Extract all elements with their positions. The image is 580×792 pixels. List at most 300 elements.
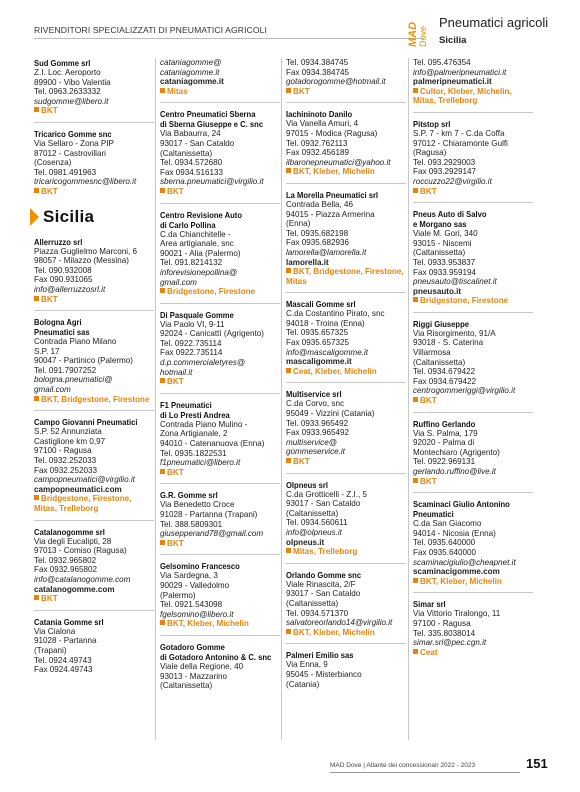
dealer-entry	[34, 520, 154, 604]
dealer-detail: Via S. Palma, 179	[413, 428, 478, 438]
dealer-detail: Via Enna, 9	[286, 660, 328, 670]
dealer-name: Palmeri Emilio sas	[286, 650, 354, 661]
dealer-entry	[34, 237, 154, 305]
dealer-detail: 93015 - Niscemi	[413, 238, 472, 248]
dealer-detail: 94010 - Catenanuova (Enna)	[160, 439, 265, 449]
dealer-detail: 93017 - San Cataldo	[286, 499, 361, 509]
bullet-square-icon	[160, 378, 165, 383]
dealer-name: Bologna Agri	[34, 317, 82, 328]
bullet-square-icon	[286, 629, 291, 634]
dealer-email: salvatoreorlando14@virgilio.it	[286, 618, 393, 628]
dealer-detail: 93018 - S. Caterina	[413, 338, 484, 348]
dealer-email: scaminacigiulio@cheapnet.it	[413, 557, 516, 567]
dealer-detail: 94014 - Nicosia (Enna)	[413, 528, 496, 538]
dealer-name: G.R. Gomme srl	[160, 490, 218, 501]
dealer-detail: Tel. 0921.543098	[160, 600, 223, 610]
dealer-detail: (Palermo)	[160, 590, 196, 600]
dealer-website: mascaligomme.it	[286, 357, 352, 367]
dealer-entry	[413, 202, 533, 306]
dealer-detail: Fax 0933.965492	[286, 428, 350, 438]
brand-names: BKT, Kleber, Michelin	[293, 167, 375, 177]
column-1	[34, 58, 154, 681]
dealer-entry	[413, 112, 533, 196]
dealer-name: Centro Pneumatici Sberna	[160, 109, 256, 120]
dealer-email: cataniagomme.it	[160, 67, 220, 77]
dealer-detail: Tel. 0932.965802	[34, 555, 97, 565]
bullet-square-icon	[160, 288, 165, 293]
logo-dove: Dove	[418, 25, 428, 47]
running-header: RIVENDITORI SPECIALIZZATI DI PNEUMATICI AGRICOLI	[34, 25, 268, 35]
dealer-detail: Fax 0932.252033	[34, 465, 98, 475]
dealer-detail: C.da Corvo, snc	[286, 399, 345, 409]
dealer-entry	[413, 412, 533, 487]
dealer-entry	[286, 473, 406, 557]
bullet-square-icon	[160, 88, 165, 93]
logo-mad: MAD	[407, 21, 419, 47]
brand-list	[286, 457, 406, 467]
dealer-detail: Fax 0932.456189	[286, 148, 350, 158]
dealer-detail: Zona Artigianale, 2	[160, 429, 228, 439]
dealer-name: Orlando Gomme snc	[286, 569, 362, 580]
brand-list	[160, 87, 280, 97]
brand-list	[160, 619, 280, 629]
dealer-detail: Contrada Piano Mulino -	[160, 419, 248, 429]
brand-list	[413, 577, 533, 587]
dealer-detail: 89900 - Vibo Valentia	[34, 77, 111, 87]
dealer-entry	[286, 382, 406, 466]
dealer-detail: Castiglione km 0,97	[34, 436, 106, 446]
dealer-detail: Tel. 388.5809301	[160, 519, 223, 529]
dealer-name: e Morgano sas	[413, 219, 467, 230]
brand-names: BKT, Bridgestone, Firestone, Mitas	[286, 267, 404, 286]
section-subtitle: Sicilia	[439, 35, 467, 46]
mad-dove-logo	[407, 13, 427, 47]
dealer-entry	[160, 554, 280, 629]
dealer-detail: 95049 - Vizzini (Catania)	[286, 409, 375, 419]
footer-rule	[330, 772, 520, 773]
bullet-square-icon	[160, 469, 165, 474]
dealer-name: Olpneus srl	[286, 479, 329, 490]
dealer-detail: Tel. 335.8038014	[413, 628, 476, 638]
dealer-email: info@palmeripneumatici.it	[413, 67, 507, 77]
bullet-square-icon	[413, 578, 418, 583]
brand-list	[286, 87, 406, 97]
dealer-name: Allerruzzo srl	[34, 236, 83, 247]
dealer-detail: 94015 - Piazza Armerina	[286, 209, 375, 219]
brand-list	[413, 87, 533, 106]
brand-list	[413, 296, 533, 306]
dealer-detail: Fax 093.2929147	[413, 167, 477, 177]
bullet-square-icon	[413, 188, 418, 193]
dealer-name: Pneumatici	[413, 509, 454, 520]
dealer-detail: Tel. 095.476354	[413, 58, 471, 67]
dealer-detail: Fax 0935.657325	[286, 338, 350, 348]
brand-list	[34, 494, 154, 513]
dealer-email: gmail.com	[160, 277, 197, 287]
dealer-email: gommeservice.it	[286, 447, 345, 457]
dealer-email: gotadorogomme@hotmail.it	[286, 77, 386, 87]
dealer-entry	[286, 102, 406, 177]
brand-list	[160, 287, 280, 297]
bullet-square-icon	[34, 188, 39, 193]
bullet-square-icon	[286, 168, 291, 173]
brand-names: BKT	[41, 186, 58, 196]
brand-list	[34, 187, 154, 197]
column-divider	[155, 58, 156, 740]
brand-names: BKT, Kleber, Michelin	[293, 627, 375, 637]
dealer-detail: Tel. 0922.969131	[413, 457, 476, 467]
brand-names: Ceat, Kleber, Michelin	[293, 366, 377, 376]
dealer-name: Iachininoto Danilo	[286, 109, 353, 120]
dealer-name: Sud Gomme srl	[34, 58, 91, 68]
dealer-detail: Fax 0934.516133	[160, 167, 224, 177]
dealer-email: sudgomme@libero.it	[34, 96, 109, 106]
dealer-detail: Tel. 0935.640000	[413, 538, 476, 548]
dealer-detail: 97015 - Modica (Ragusa)	[286, 128, 378, 138]
dealer-detail: 90029 - Valledolmo	[160, 580, 230, 590]
brand-list	[286, 367, 406, 377]
dealer-entry	[34, 122, 154, 197]
bullet-square-icon	[160, 188, 165, 193]
dealer-detail: C.da Costantino Pirato, snc	[286, 309, 385, 319]
dealer-website: palmeripneumatici.it	[413, 77, 492, 87]
dealer-name: Pitstop srl	[413, 118, 451, 129]
dealer-email: inforevisionepollina@	[160, 267, 238, 277]
brand-list	[160, 468, 280, 478]
dealer-entry	[413, 58, 533, 106]
dealer-detail: (Enna)	[286, 219, 311, 229]
dealer-email: d.p.commercialetyres@	[160, 358, 246, 368]
dealer-detail: Contrada Piano Milano	[34, 337, 117, 347]
dealer-detail: Tel. 0934.384745	[286, 58, 349, 67]
dealer-detail: C.da San Giacomo	[413, 519, 482, 529]
dealer-detail: Tel. 091.8214132	[160, 258, 223, 268]
dealer-detail: S.P. 17	[34, 346, 60, 356]
region-name: Sicilia	[43, 206, 95, 226]
page-number: 151	[526, 756, 548, 771]
column-divider	[281, 58, 282, 740]
bullet-square-icon	[413, 649, 418, 654]
dealer-entry	[286, 292, 406, 376]
bullet-square-icon	[34, 495, 39, 500]
brand-names: BKT	[420, 476, 437, 486]
brand-list	[34, 395, 154, 405]
dealer-entry	[286, 563, 406, 638]
brand-names: Ceat	[420, 647, 438, 657]
brand-list	[34, 106, 154, 116]
dealer-name: Catalanogomme srl	[34, 526, 105, 537]
dealer-name: Scaminaci Giulio Antonino	[413, 499, 510, 510]
dealer-detail: Via Paolo VI, 9-11	[160, 319, 225, 329]
dealer-email: ilbaronepneumatici@yahoo.it	[286, 157, 391, 167]
brand-names: BKT	[293, 86, 310, 96]
dealer-detail: Fax 0932.965802	[34, 565, 98, 575]
brand-list	[160, 377, 280, 387]
dealer-detail: Via Sardegna, 3	[160, 571, 218, 581]
dealer-detail: 95045 - Misterbianco	[286, 669, 362, 679]
dealer-detail: Viale della Regione, 40	[160, 661, 244, 671]
column-2	[160, 58, 280, 697]
dealer-detail: 97100 - Ragusa	[413, 618, 471, 628]
dealer-detail: 98057 - Milazzo (Messina)	[34, 256, 129, 266]
dealer-website: campopneumatici.com	[34, 484, 122, 494]
dealer-detail: 91028 - Partanna	[34, 636, 97, 646]
bullet-square-icon	[286, 268, 291, 273]
brand-names: BKT	[41, 294, 58, 304]
dealer-name: F1 Pneumatici	[160, 399, 212, 410]
dealer-detail: Tel. 0922.735114	[160, 338, 222, 348]
dealer-detail: Villarmosa	[413, 348, 451, 358]
dealer-email: cataniagomme@	[160, 58, 222, 67]
dealer-entry	[160, 393, 280, 478]
dealer-detail: Via degli Eucalipti, 28	[34, 536, 112, 546]
dealer-detail: Fax 0934.679422	[413, 376, 477, 386]
dealer-detail: Z.I. Loc. Aeroporto	[34, 68, 101, 77]
dealer-detail: Viale M. Gori, 340	[413, 229, 478, 239]
dealer-detail: Tel. 0935.1822531	[160, 448, 227, 458]
dealer-name: Riggi Giuseppe	[413, 318, 469, 329]
brand-list	[160, 539, 280, 549]
dealer-entry	[160, 303, 280, 387]
dealer-detail: Montechiaro (Agrigento)	[413, 447, 500, 457]
dealer-detail: Tel. 0934.560611	[286, 518, 348, 528]
brand-names: BKT	[167, 467, 184, 477]
dealer-detail: (Cosenza)	[34, 158, 72, 168]
dealer-detail: (Caltanissetta)	[413, 248, 466, 258]
triangle-marker-icon	[30, 208, 39, 226]
dealer-detail: Fax 0924.49743	[34, 665, 93, 675]
dealer-detail: 94018 - Troina (Enna)	[286, 318, 365, 328]
bullet-square-icon	[160, 540, 165, 545]
dealer-detail: Tel. 0935.682198	[286, 228, 349, 238]
brand-list	[286, 628, 406, 638]
dealer-entry	[160, 58, 280, 96]
brand-names: Mitas	[167, 86, 188, 96]
dealer-name: di Carlo Pollina	[160, 219, 216, 230]
dealer-detail: Via Babaurra, 24	[160, 129, 221, 139]
dealer-detail: 87012 - Castrovillari	[34, 148, 106, 158]
dealer-email: gmail.com	[34, 385, 71, 395]
region-heading	[30, 207, 154, 227]
dealer-detail: (Catania)	[286, 679, 320, 689]
column-divider	[408, 58, 409, 740]
dealer-email: simar.srl@pec.cgn.it	[413, 638, 487, 648]
brand-list	[413, 396, 533, 406]
dealer-detail: Fax 090.931065	[34, 275, 93, 285]
dealer-website: scaminacigomme.com	[413, 567, 500, 577]
dealer-detail: Tel. 0933.953837	[413, 257, 476, 267]
dealer-email: sberna.pneumatici@virgilio.it	[160, 177, 264, 187]
dealer-detail: Tel. 0934.679422	[413, 367, 476, 377]
dealer-detail: Contrada Bella, 46	[286, 199, 354, 209]
dealer-detail: Tel. 093.2929003	[413, 157, 476, 167]
bullet-square-icon	[34, 296, 39, 301]
column-4	[413, 58, 533, 663]
dealer-detail: Via Risorgimento, 91/A	[413, 328, 496, 338]
dealer-entry	[413, 312, 533, 406]
dealer-name: Pneumatici sas	[34, 327, 90, 338]
dealer-detail: 93017 - San Cataldo	[286, 589, 361, 599]
dealer-detail: Tel. 0981.491963	[34, 167, 97, 177]
dealer-detail: Via Benedetto Croce	[160, 500, 235, 510]
dealer-email: info@allerruzzosrl.it	[34, 284, 106, 294]
dealer-email: pneusauto@tiscalinet.it	[413, 277, 497, 287]
dealer-detail: (Ragusa)	[413, 148, 447, 158]
dealer-name: di Sberna Giuseppe e C. snc	[160, 119, 264, 130]
dealer-entry	[413, 592, 533, 657]
brand-names: BKT	[293, 457, 310, 466]
dealer-detail: Via Vittorio Tiralongo, 11	[413, 609, 501, 619]
dealer-detail: Tel. 0963.2633332	[34, 87, 101, 97]
dealer-email: multiservice@	[286, 437, 337, 447]
dealer-email: gerlando.ruffino@live.it	[413, 467, 496, 476]
dealer-detail: 90047 - Partinico (Palermo)	[34, 356, 133, 366]
dealer-email: giusepperand78@gmail.com	[160, 529, 264, 539]
dealer-detail: Fax 0935.682936	[286, 238, 350, 248]
dealer-detail: 93017 - San Cataldo	[160, 138, 235, 148]
dealer-email: tricaricogommesnc@libero.it	[34, 177, 137, 187]
dealer-detail: Tel. 091.7907252	[34, 365, 97, 375]
header-rule	[34, 38, 424, 39]
dealer-detail: (Caltanissetta)	[413, 357, 466, 367]
brand-names: Cultor, Kleber, Michelin, Mitas, Trelleborg	[413, 86, 512, 106]
dealer-detail: Tel. 0932.252033	[34, 456, 97, 466]
bullet-square-icon	[286, 458, 291, 463]
dealer-email: info@olpneus.it	[286, 527, 342, 537]
brand-names: BKT, Kleber, Michelin	[420, 576, 502, 586]
dealer-website: cataniagomme.it	[160, 77, 224, 87]
dealer-website: lamorella.it	[286, 257, 329, 267]
dealer-detail: Tel. 0932.762113	[286, 138, 348, 148]
dealer-detail: 92024 - Canicattì (Agrigento)	[160, 329, 264, 339]
dealer-detail: 97012 - Chiaramonte Gulfi	[413, 138, 508, 148]
dealer-name: di Gotadoro Antonino & C. snc	[160, 651, 272, 662]
dealer-name: Catania Gomme srl	[34, 616, 104, 627]
dealer-name: Multiservice srl	[286, 389, 342, 400]
dealer-detail: Area artigianale, snc	[160, 239, 234, 249]
dealer-website: pneusauto.it	[413, 286, 462, 296]
bullet-square-icon	[34, 396, 39, 401]
dealer-name: Pneus Auto di Salvo	[413, 209, 487, 220]
brand-list	[160, 187, 280, 197]
dealer-entry	[34, 410, 154, 513]
dealer-entry	[160, 635, 280, 691]
brand-list	[34, 295, 154, 305]
dealer-detail: C.da Grotticelli - Z.I., 5	[286, 489, 367, 499]
dealer-website: olpneus.it	[286, 537, 325, 547]
brand-names: BKT	[167, 538, 184, 548]
dealer-detail: (Caltanissetta)	[286, 508, 339, 518]
dealer-name: Tricarico Gomme snc	[34, 128, 112, 139]
dealer-name: Mascali Gomme srl	[286, 299, 356, 310]
brand-names: BKT	[167, 186, 184, 196]
brand-names: BKT	[420, 186, 437, 196]
dealer-name: La Morella Pneumatici srl	[286, 189, 379, 200]
dealer-detail: Viale Rinascita, 2/F	[286, 579, 356, 589]
dealer-name: di Lo Presti Andrea	[160, 409, 230, 420]
brand-names: Bridgestone, Firestone	[420, 296, 509, 306]
dealer-detail: Piazza Guglielmo Marconi, 6	[34, 246, 138, 256]
brand-names: BKT, Kleber, Michelin	[167, 619, 249, 629]
dealer-entry	[160, 483, 280, 548]
dealer-name: Simar srl	[413, 599, 446, 610]
bullet-square-icon	[286, 368, 291, 373]
brand-list	[413, 648, 533, 658]
dealer-detail: (Caltanissetta)	[160, 681, 213, 691]
brand-names: BKT, Bridgestone, Firestone	[41, 394, 150, 404]
bullet-square-icon	[286, 548, 291, 553]
dealer-entry	[160, 102, 280, 196]
brand-names: Mitas, Trelleborg	[293, 547, 358, 557]
dealer-entry	[34, 310, 154, 404]
dealer-name: Gelsomino Francesco	[160, 561, 240, 572]
footer-text: MAD Dove | Atlante dei concessionari 2022 - 2023	[330, 762, 476, 769]
dealer-name: Centro Revisione Auto	[160, 209, 242, 220]
dealer-email: centrogommeriggi@virgilio.it	[413, 386, 516, 396]
dealer-detail: Fax 0933.959194	[413, 267, 477, 277]
dealer-detail: 90021 - Alia (Palermo)	[160, 248, 241, 258]
brand-list	[413, 477, 533, 487]
dealer-entry	[160, 203, 280, 297]
brand-names: Bridgestone, Firestone, Mitas, Trelleborg	[34, 494, 132, 513]
dealer-detail: Tel. 0935.657325	[286, 328, 349, 338]
dealer-email: fgelsomino@libero.it	[160, 609, 234, 619]
dealer-detail: Via Sellaro - Zona PIP	[34, 138, 114, 148]
dealer-entry	[286, 643, 406, 689]
bullet-square-icon	[160, 620, 165, 625]
dealer-detail: Fax 0935.640000	[413, 547, 477, 557]
bullet-square-icon	[413, 88, 418, 93]
dealer-name: Ruffino Gerlando	[413, 418, 476, 429]
dealer-detail: 97100 - Ragusa	[34, 446, 92, 456]
dealer-detail: Tel. 0924.49743	[34, 655, 92, 665]
brand-names: BKT	[41, 594, 58, 604]
brand-names: BKT	[41, 106, 58, 116]
dealer-detail: 92020 - Palma di	[413, 438, 475, 448]
bullet-square-icon	[413, 397, 418, 402]
brand-names: Bridgestone, Firestone	[167, 287, 256, 297]
dealer-detail: (Trapani)	[34, 645, 67, 655]
brand-list	[34, 594, 154, 604]
dealer-detail: Tel. 090.932008	[34, 265, 92, 275]
dealer-email: info@catalanogomme.com	[34, 574, 131, 584]
dealer-entry	[413, 492, 533, 586]
dealer-entry	[34, 610, 154, 675]
dealer-detail: 91028 - Partanna (Trapani)	[160, 510, 258, 519]
dealer-name: Campo Giovanni Pneumatici	[34, 417, 138, 428]
brand-list	[286, 547, 406, 557]
dealer-detail: Tel. 0933.965492	[286, 418, 349, 428]
bullet-square-icon	[34, 107, 39, 112]
dealer-detail: 93013 - Mazzarino	[160, 671, 228, 681]
brand-list	[286, 167, 406, 177]
dealer-email: f1pneumatici@libero.it	[160, 458, 241, 468]
dealer-name: Gotadoro Gomme	[160, 641, 225, 652]
dealer-detail: 97013 - Comiso (Ragusa)	[34, 546, 127, 556]
brand-names: BKT	[167, 377, 184, 387]
dealer-entry	[34, 58, 154, 116]
dealer-detail: Via Cialona	[34, 626, 76, 636]
dealer-detail: Tel. 0934.571370	[286, 608, 349, 618]
dealer-detail: Fax 0922.735114	[160, 348, 223, 358]
column-3	[286, 58, 406, 695]
dealer-email: hotmail.it	[160, 367, 193, 377]
dealer-detail: Fax 0934.384745	[286, 67, 350, 77]
dealer-email: lamorella@lamorella.it	[286, 247, 367, 257]
dealer-detail: S.P. 52 Annunziata	[34, 427, 102, 437]
section-title: Pneumatici agricoli	[439, 15, 549, 30]
dealer-entry	[286, 58, 406, 96]
